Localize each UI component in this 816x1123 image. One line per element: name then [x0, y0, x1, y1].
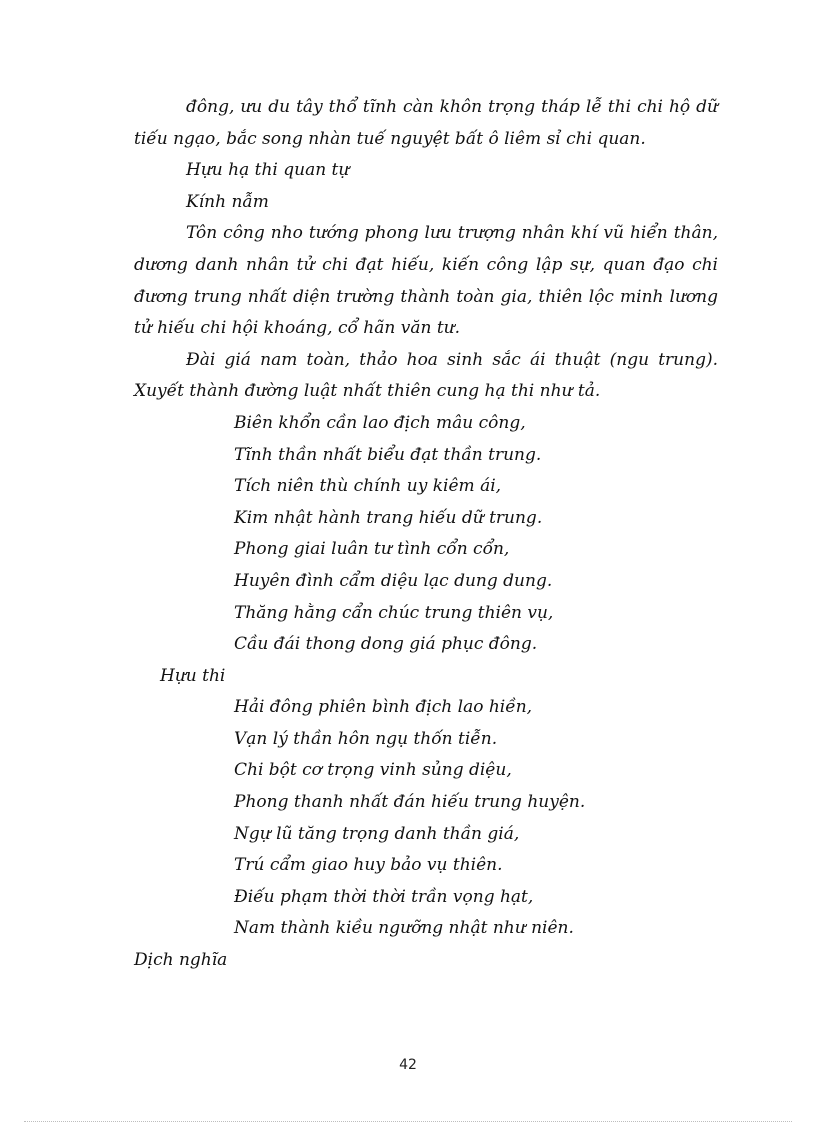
- poem-1-line: Tĩnh thần nhất biểu đạt thần trung.: [234, 444, 542, 465]
- poem-1-line: Phong giai luân tư tình cổn cổn,: [234, 539, 510, 560]
- paragraph-3: Đài giá nam toàn, thảo hoa sinh sắc ái thuật (ngu trung). Xuyết thành đường luật nhất thiên cung hạ thi như tả.: [134, 349, 718, 402]
- poem-1-line: Thăng hằng cẩn chúc trung thiên vụ,: [234, 602, 554, 623]
- poem-2-line: Vạn lý thần hôn ngụ thốn tiễn.: [234, 728, 498, 749]
- heading-poem-2: Hựu thi: [160, 665, 226, 686]
- paragraph-1: đông, ưu du tây thổ tĩnh càn khôn trọng tháp lễ thi chi hộ dữ tiếu ngạo, bắc song nhàn tuế nguyệt bất ô liêm sỉ chi quan.: [134, 97, 718, 149]
- poem-2-line: Điếu phạm thời thời trần vọng hạt,: [234, 886, 534, 907]
- poem-1-line: Kim nhật hành trang hiếu dữ trung.: [234, 507, 543, 528]
- poem-2: [134, 692, 718, 945]
- poem-2-line: Nam thành kiều ngưỡng nhật như niên.: [234, 918, 574, 939]
- heading-salutation: Kính nẫm: [186, 191, 269, 212]
- poem-2-line: Ngự lũ tăng trọng danh thần giá,: [234, 823, 520, 844]
- poem-1: [134, 408, 718, 661]
- heading-poem-intro: Hựu hạ thi quan tự: [186, 160, 350, 181]
- poem-2-line: Trú cẩm giao huy bảo vụ thiên.: [234, 855, 503, 876]
- page-bottom-divider: [24, 1121, 792, 1122]
- poem-2-line: Phong thanh nhất đán hiếu trung huyện.: [234, 792, 586, 813]
- poem-1-line: Cầu đái thong dong giá phục đông.: [234, 634, 538, 655]
- poem-1-line: Huyên đình cẩm diệu lạc dung dung.: [234, 570, 553, 591]
- page-body: [134, 92, 718, 977]
- poem-1-line: Biên khổn cần lao địch mâu công,: [234, 412, 526, 433]
- poem-1-line: Tích niên thù chính uy kiêm ái,: [234, 476, 502, 497]
- poem-2-line: Hải đông phiên bình địch lao hiền,: [234, 697, 533, 718]
- page-number: 42: [399, 1057, 417, 1073]
- heading-translation: Dịch nghĩa: [134, 950, 228, 971]
- paragraph-2: Tôn công nho tướng phong lưu trượng nhân khí vũ hiển thân, dương danh nhân tử chi đạt hiếu, kiến công lập sự, quan đạo chi đương trung nhất diện trường thành toàn gia, thiên lộc minh lương tử hiếu chi hội khoáng, cổ hãn văn tư.: [134, 223, 718, 339]
- poem-2-line: Chi bột cơ trọng vinh sủng diệu,: [234, 760, 512, 781]
